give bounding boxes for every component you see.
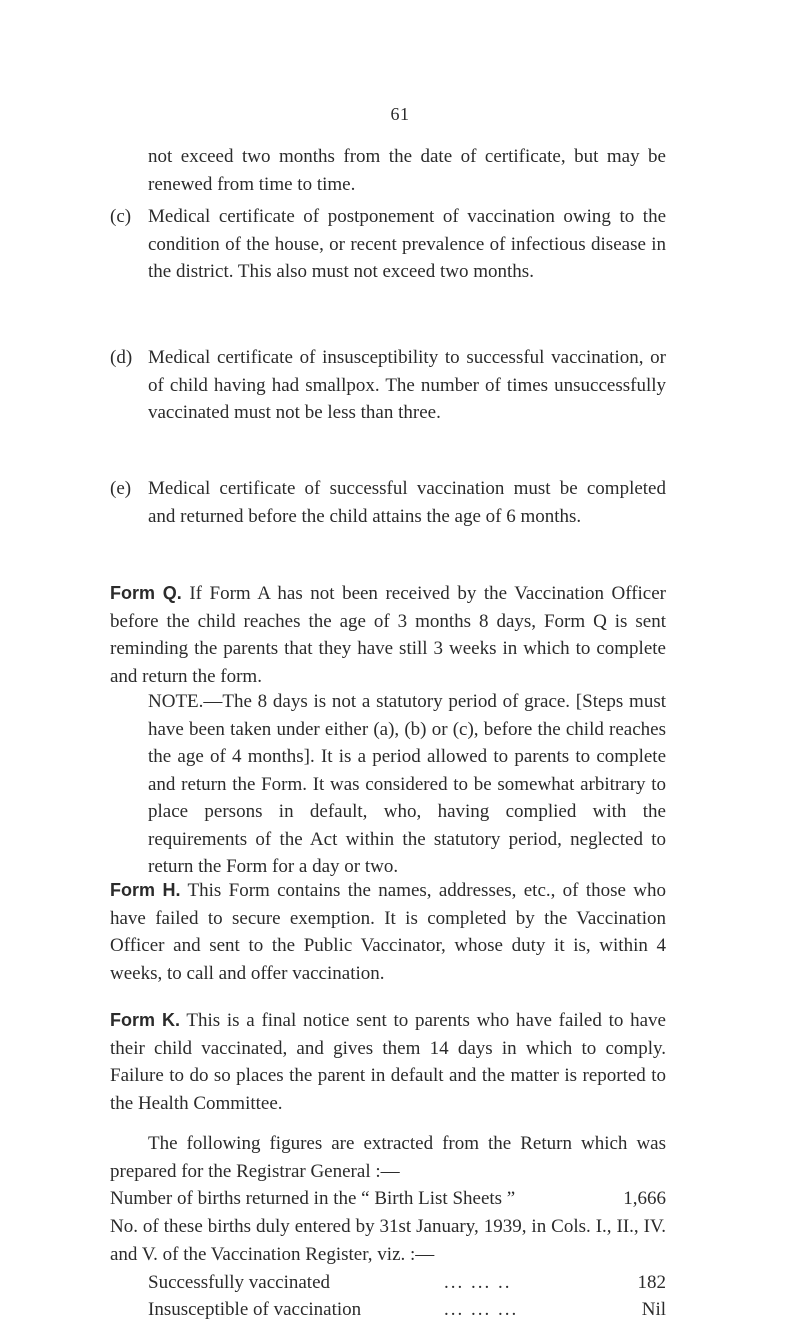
- form-q-note: NOTE.—The 8 days is not a statutory period of grace. [Steps must have been taken under either (a), (b) or (c), before the child reaches the age of 4 months]. It is a period allowed to parents to complete and return the Form. It was considered to be somewhat arbitrary to place persons in default, who, having complied with the requirements of the Act within the statutory period, neglected to return the Form for a day or two.: [148, 691, 666, 877]
- form-k-paragraph: [110, 1007, 666, 1117]
- insusceptible-value: Nil: [641, 1299, 666, 1320]
- list-item-d: [110, 344, 666, 427]
- page-number: 61: [390, 104, 410, 124]
- figures-intro: The following figures are extracted from the Return which was prepared for the Registrar General :—: [110, 1133, 666, 1182]
- item-text: Medical certificate of successful vaccination must be completed and returned before the child attains the age of 6 months.: [148, 478, 666, 527]
- form-k-heading: Form K.: [110, 1010, 180, 1030]
- insusceptible-label: Insusceptible of vaccination: [148, 1299, 362, 1320]
- leader-dots: ... ... ..: [444, 1272, 512, 1293]
- form-h-paragraph: [110, 877, 666, 987]
- entered-text-content: No. of these births duly entered by 31st January, 1939, in Cols. I., II., IV. and V. of the Vaccination Register, viz. :—: [110, 1216, 666, 1265]
- vaccinated-value: 182: [637, 1272, 666, 1293]
- item-marker: (d): [110, 347, 133, 368]
- births-value: 1,666: [623, 1188, 666, 1209]
- form-q-heading: Form Q.: [110, 583, 182, 603]
- continuation-paragraph: not exceed two months from the date of certificate, but may be renewed from time to time.: [148, 146, 666, 195]
- form-q-text: If Form A has not been received by the Vaccination Officer before the child reaches the age of 3 months 8 days, Form Q is sent reminding the parents that they have still 3 weeks in which to complete and return the form.: [110, 583, 667, 687]
- entered-text: [110, 1213, 666, 1268]
- leader-dots: ... ... ...: [444, 1299, 519, 1320]
- item-text: Medical certificate of insusceptibility to successful vaccination, or of child having had smallpox. The number of times unsuccessfully vaccinated must not be less than three.: [148, 347, 666, 423]
- form-q-paragraph: [110, 580, 666, 690]
- form-k-text: This is a final notice sent to parents who have failed to have their child vaccinated, and gives them 14 days in which to comply. Failure to do so places the parent in default and the matter is reported to the Health Committee.: [110, 1010, 666, 1114]
- form-h-heading: Form H.: [110, 880, 181, 900]
- vaccinated-label: Successfully vaccinated: [148, 1272, 331, 1293]
- item-text: Medical certificate of postponement of vaccination owing to the condition of the house, or recent prevalence of infectious disease in the district. This also must not exceed two months.: [148, 206, 666, 282]
- births-label: Number of births returned in the “ Birth List Sheets ”: [110, 1188, 516, 1209]
- list-item-c: [110, 203, 666, 286]
- item-marker: (e): [110, 478, 132, 499]
- list-item-e: [110, 475, 666, 530]
- item-marker: (c): [110, 206, 132, 227]
- entered-paragraph: [110, 1213, 666, 1268]
- form-h-text: This Form contains the names, addresses, etc., of those who have failed to secure exemption. It is completed by the Vaccination Officer and sent to the Public Vaccinator, whose duty it is, within 4 weeks, to call and offer vaccination.: [110, 880, 666, 984]
